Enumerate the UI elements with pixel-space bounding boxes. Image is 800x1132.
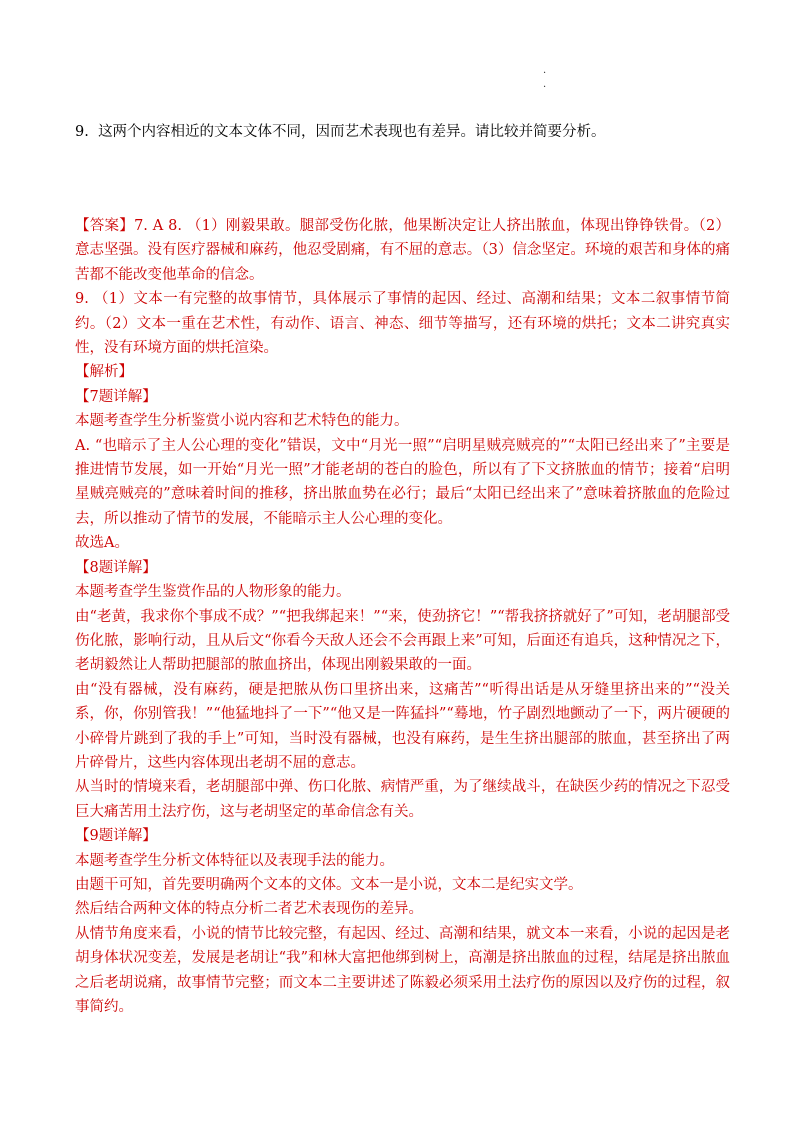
analysis-heading: 【解析】 [75,364,133,381]
answer-section [75,214,730,1019]
answer-line: 然后结合两种文体的特点分析二者艺术表现伤的差异。 [75,901,423,918]
answer-line: 从当时的情境来看，老胡腿部中弹、伤口化脓、病情严重，为了继续战斗，在缺医少药的情况之下忍受巨大痛苦用土法疗伤，这与老胡坚定的革命信念有关。 [75,779,730,820]
answer-line: 由“老黄，我求你个事成不成？”“把我绑起来！”“来，使劲挤它！”“帮我挤挤就好了”可知，老胡腿部受伤化脓，影响行动，且从后文“你看今天敌人还会不会再跟上来”可知，后面还有追兵，这种情况之下，老胡毅然让人帮助把腿部的脓血挤出，体现出刚毅果敢的一面。 [75,608,730,674]
answer-line: 本题考查学生分析文体特征以及表现手法的能力。 [75,852,394,869]
answer-line: A. “也暗示了主人公心理的变化”错误，文中“月光一照”“启明星贼亮贼亮的”“太阳已经出来了”主要是推进情节发展，如一开始“月光一照”才能老胡的苍白的脸色，所以有了下文挤脓血的情节；接着“启明星贼亮贼亮的”意味着时间的推移，挤出脓血势在必行；最后“太阳已经出来了”意味着挤脓血的危险过去，所以推动了情节的发展，不能暗示主人公心理的变化。 [75,437,730,527]
question-number: 9. [75,124,89,140]
header-dots [543,66,546,94]
answer-line: 本题考查学生分析鉴赏小说内容和艺术特色的能力。 [75,413,409,430]
header-dot: · [543,68,547,79]
answer-line: 本题考查学生鉴赏作品的人物形象的能力。 [75,584,351,601]
answer-line: 故选A。 [75,535,129,552]
answer-line: 从情节角度来看，小说的情节比较完整，有起因、经过、高潮和结果，就文本一来看，小说的起因是老胡身体状况变差，发展是老胡让“我”和林大富把他绑到树上，高潮是挤出脓血的过程，结尾是挤出脓血之后老胡说痛，故事情节完整；而文本二主要讲述了陈毅必须采用土法疗伤的原因以及疗伤的过程，叙事简约。 [75,925,730,1015]
q9-heading: 【9题详解】 [75,828,157,845]
answer-line: 由题干可知，首先要明确两个文本的文体。文本一是小说，文本二是纪实文学。 [75,876,583,893]
header-dot: · [543,82,547,93]
question-text: 这两个内容相近的文本文体不同，因而艺术表现也有差异。请比较并简要分析。 [98,124,606,140]
answer-line: 由“没有器械，没有麻药，硬是把脓从伤口里挤出来，这痛苦”“听得出话是从牙缝里挤出来的”“没关系，你，你别管我！”“他猛地抖了一下”“他又是一阵猛抖”“蓦地，竹子剧烈地颤动了一下，两片硬硬的小碎骨片跳到了我的手上”可知，当时没有器械，也没有麻药，是生生挤出腿部的脓血，甚至挤出了两片碎骨片，这些内容体现出老胡不屈的意志。 [75,681,730,771]
q7-heading: 【7题详解】 [75,388,157,405]
question-9 [75,120,735,144]
answer-line: 【答案】7. A 8. （1）刚毅果敢。腿部受伤化脓，他果断决定让人挤出脓血，体现出铮铮铁骨。（2）意志坚强。没有医疗器械和麻药，他忍受剧痛，有不屈的意志。（3）信念坚定。环境的艰苦和身体的痛苦都不能改变他革命的信念。 [75,218,730,283]
answer-line: 9. （1）文本一有完整的故事情节，具体展示了事情的起因、经过、高潮和结果；文本二叙事情节简约。（2）文本一重在艺术性，有动作、语言、神态、细节等描写，还有环境的烘托；文本二讲究真实性，没有环境方面的烘托渲染。 [75,291,730,357]
q8-heading: 【8题详解】 [75,559,157,576]
